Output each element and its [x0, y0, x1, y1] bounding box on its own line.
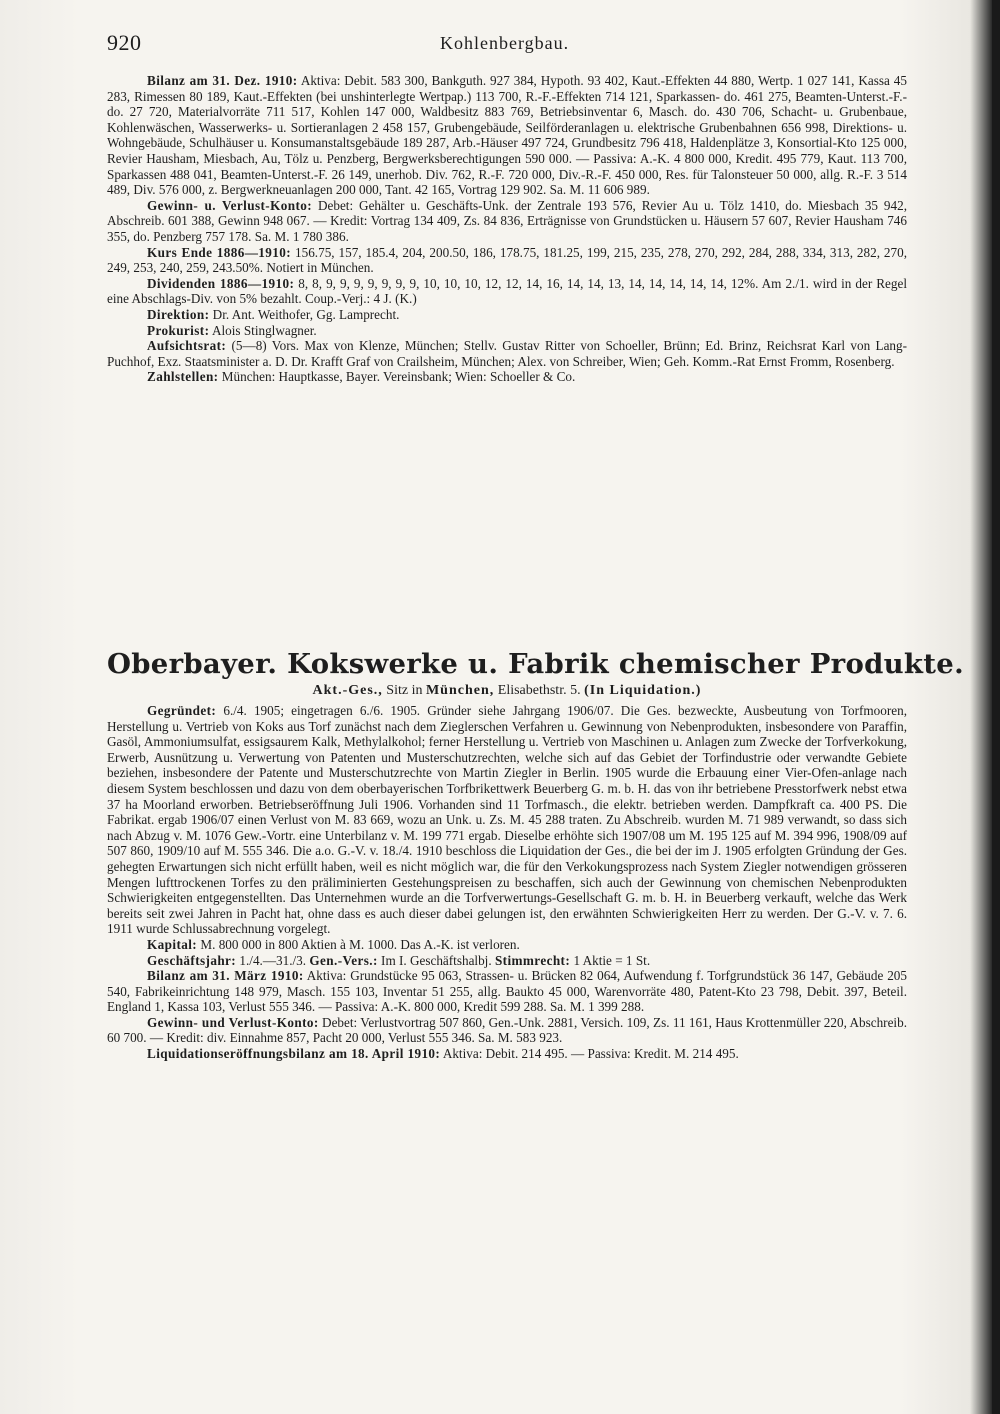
prokurist-label: Prokurist: [147, 322, 210, 338]
bilanz-1910-paragraph [107, 73, 907, 198]
zahlstellen-text: München: Hauptkasse, Bayer. Vereinsbank; Wien: Schoeller & Co. [221, 369, 576, 385]
running-title: Kohlenbergbau. [440, 33, 570, 53]
section-kokswerke-entry [107, 703, 907, 1062]
gegruendet-text: 6./4. 1905; eingetragen 6./6. 1905. Gründer siehe Jahrgang 1906/07. Die Ges. bezweckte, Ausbeutung von Torfmooren, Herstellung u. Vertrieb von Koks aus Torf zunächst nach dem Zieglerschen Verfahren u. Gewinnung von Nebenprodukten, insbesondere von Paraffin, Gasöl, Ammoniumsulfat, essigsaurem Kalk, Methylalkohol; ferner Herstellung u. Vertrieb von Maschinen u. Anlagen zum Zwecke der Torfverkokung, Erwerb, Ausnützung u. Verwertung von Patenten und Musterschutzrechten, welche sich auf das Gebiet der Torfindustrie oder verwandte Gebiete beziehen, insbesondere der Patente und Musterschutzrechte von Martin Ziegler in Berlin. 1905 wurde die Erbauung einer Vier-Ofen-anlage nach diesem System beschlossen und dazu von dem oberbayerischen Torfbrikettwerk Beuerberg G. m. b. H. das von ihr betriebene Presstorfwerk nebst etwa 37 ha Moorland erworben. Betriebseröffnung Juli 1906. Vorhanden sind 11 Torfmasch., die elektr. betrieben werden. Dampfkraft ca. 400 PS. Die Fabrikat. ergab 1906/07 einen Verlust von M. 83 669, wozu an Unk. u. Zs. M. 45 288 traten. Zu Abschreib. wurden M. 71 989 verwandt, so dass sich nach Abzug v. M. 1076 Gew.-Vortr. eine Unterbilanz v. M. 199 771 ergab. Dieselbe erhöhte sich 1907/08 um M. 195 125 auf M. 394 996, 1908/09 auf 507 860, 1909/10 auf M. 555 346. Die a.o. G.-V. v. 18./4. 1910 beschloss die Liquidation der Ges., die bei der im J. 1905 erfolgten Gründung der Ges. gehegten Erwartungen sich nicht erfüllt haben, weil es nicht möglich war, die für den Verkokungsprozess nach System Ziegler notwendigen grösseren Mengen lufttrockenen Torfes zu den präliminierten Gestehungspreisen zu beschaffen, sich auch der Gewinnung von chemischen Nebenprodukten Schwierigkeiten entgegenstellten. Das Unternehmen wurde an die Torfverwertungs-Gesellschaft G. m. b. H. in Beuerberg verkauft, welche das Werk bereits seit zwei Jahren in Pacht hat, ohne dass es auch dieser dabei gelungen ist, den erwähnten Schwierigkeiten Herr zu werden. Der G.-V. v. 7. 6. 1911 wurde Schlussabrechnung vorgelegt. [107, 703, 907, 937]
dividenden-label: Dividenden 1886—1910: [147, 275, 295, 291]
gen-vers-label: Gen.-Vers.: [309, 952, 378, 968]
company-subheading [107, 683, 907, 699]
gewinn-verlust-2-label: Gewinn- und Verlust-Konto: [147, 1014, 319, 1030]
aufsichtsrat-paragraph [107, 338, 907, 369]
kapital-paragraph [107, 937, 907, 953]
direktion-text: Dr. Ant. Weithofer, Gg. Lamprecht. [212, 306, 400, 322]
kurs-text: 156.75, 157, 185.4, 204, 200.50, 186, 178.75, 181.25, 199, 215, 235, 278, 270, 292, 284, 288, 334, 313, 282, 270, 249, 253, 240, 259, 243.50%. Notiert in München. [107, 244, 908, 276]
liquidationsbilanz-paragraph [107, 1046, 907, 1062]
stimmrecht-text: 1 Aktie = 1 St. [573, 952, 651, 968]
gewinn-verlust-paragraph [107, 198, 907, 245]
liquidationsbilanz-label: Liquidationseröffnungsbilanz am 18. April 1910: [147, 1046, 441, 1062]
liquidationsbilanz-text: Aktiva: Debit. 214 495. — Passiva: Kredit. M. 214 495. [442, 1046, 739, 1062]
geschaeftsjahr-text: 1./4.—31./3. [239, 952, 307, 968]
kapital-label: Kapital: [147, 936, 198, 952]
gewinn-verlust-2-paragraph [107, 1015, 907, 1046]
subheading-city: München, [425, 683, 495, 698]
kurs-paragraph [107, 245, 907, 276]
geschaeftsjahr-label: Geschäftsjahr: [147, 952, 237, 968]
direktion-paragraph [107, 307, 907, 323]
direktion-label: Direktion: [147, 306, 210, 322]
company-heading: Oberbayer. Kokswerke u. Fabrik chemischer Produkte. [107, 648, 964, 680]
zahlstellen-label: Zahlstellen: [147, 369, 219, 385]
subheading-sitz: Sitz in [386, 683, 423, 698]
page-number: 920 [107, 30, 142, 55]
bilanz-1910-maerz-paragraph [107, 968, 907, 1015]
dividenden-paragraph [107, 276, 907, 307]
aufsichtsrat-label: Aufsichtsrat: [147, 338, 227, 354]
subheading-liquidation: (In Liquidation.) [584, 683, 702, 698]
gewinn-verlust-text: Debet: Gehälter u. Geschäfts-Unk. der Zentrale 193 576, Revier Au u. Tölz 1410, do. Miesbach 35 942, Abschreib. 601 388, Gewinn 948 067. — Kredit: Vortrag 134 409, Zs. 84 836, Erträgnisse von Grundstücken u. Häusern 57 607, Revier Hausham 746 355, do. Penzberg 757 178. Sa. M. 1 780 386. [107, 197, 908, 244]
kapital-text: M. 800 000 in 800 Aktien à M. 1000. Das A.-K. ist verloren. [200, 936, 520, 952]
bilanz-maerz-text: Aktiva: Grundstücke 95 063, Strassen- u. Brücken 82 064, Aufwendung f. Torfgrundstück 36 147, Gebäude 205 540, Fabrikeinrichtung 148 979, Masch. 155 103, Inventar 51 255, allg. Baukto 45 000, Warenvorräte 480, Patent-Kto 23 798, Debit. 397, Beteil. England 1, Kassa 103, Verlust 555 346. — Passiva: A.-K. 800 000, Kredit 599 288. Sa. M. 1 399 288. [107, 968, 907, 1015]
bilanz-text: Aktiva: Debit. 583 300, Bankguth. 927 384, Hypoth. 93 402, Kaut.-Effekten 44 880, Wertp. 1 027 141, Kassa 45 283, Rimessen 80 189, Kaut.-Effekten (bei unshinterlegte Wertpap.) 113 700, R.-F.-Effekten 714 121, Sparkassen- do. 461 275, Beamten-Unterst.-F.- do. 27 720, Materialvorräte 711 517, Kohlen 147 000, Waldbesitz 883 769, Betriebsinventar 6, Masch. do. 430 706, Schacht- u. Grubenbaue, Kohlenwäschen, Wasserwerks- u. Sortieranlagen 2 458 157, Grubengebäude, Seilförderanlagen u. elektrische Grubenbahnen 656 998, Direktions- u. Wohngebäude, Schulhäuser u. Konsumanstaltsgebäude 189 287, Arb.-Häuser 497 724, Grundbesitz 796 418, Haldenplätze 3, Konsortial-Kto 125 000, Revier Hausham, Miesbach, Au, Tölz u. Penzberg, Bergwerksberechtigungen 590 000. — Passiva: A.-K. 4 800 000, Kredit. 495 779, Kaut. 113 700, Sparkassen 488 041, Beamten-Unterst.-F. 26 149, unerhob. Div. 762, R.-F. 720 000, Div.-R.-F. 450 000, Res. für Talonsteuer 50 000, allg. R.-F. 3 514 489, Div. 576 000, z. Bergwerkneuanlagen 200 000, Tant. 42 165, Vortrag 129 902. Sa. M. 11 606 989. [107, 73, 907, 198]
prokurist-paragraph [107, 323, 907, 339]
geschaeftsjahr-paragraph [107, 953, 907, 969]
stimmrecht-label: Stimmrecht: [494, 952, 571, 968]
gen-vers-text: Im I. Geschäftshalbj. [381, 952, 492, 968]
zahlstellen-paragraph [107, 369, 907, 385]
bilanz-label: Bilanz am 31. Dez. 1910: [147, 73, 298, 88]
aufsichtsrat-text: (5—8) Vors. Max von Klenze, München; Stellv. Gustav Ritter von Schoeller, Brünn; Ed. Brinz, Reichsrat Karl von Lang-Puchhof, Exz. Staatsminister a. D. Dr. Krafft Graf von Crailsheim, München; Alex. von Schreiber, Wien; Geh. Komm.-Rat Ernst Fromm, Rosenberg. [107, 338, 908, 369]
bilanz-maerz-label: Bilanz am 31. März 1910: [147, 968, 304, 984]
gewinn-verlust-label: Gewinn- u. Verlust-Konto: [147, 197, 313, 213]
dividenden-text: 8, 8, 9, 9, 9, 9, 9, 9, 9, 10, 10, 10, 12, 12, 14, 16, 14, 14, 13, 14, 14, 14, 14, 14, 12%. Am 2./1. wird in der Regel eine Abschlags-Div. von 5% bezahlt. Coup.-Verj.: 4 J. (K.) [107, 275, 907, 307]
gewinn-verlust-2-text: Debet: Verlustvortrag 507 860, Gen.-Unk. 2881, Versich. 109, Zs. 11 161, Haus Krottenmüller 220, Abschreib. 60 700. — Kredit: div. Einnahme 857, Pacht 20 000, Verlust 555 346. Sa. M. 583 923. [107, 1014, 907, 1046]
subheading-akt-ges: Akt.-Ges., [312, 683, 383, 698]
section-kohlenbergbau-entry [107, 73, 907, 385]
subheading-address: Elisabethstr. 5. [497, 683, 581, 698]
gegruendet-label: Gegründet: [147, 703, 217, 718]
prokurist-text: Alois Stinglwagner. [211, 322, 317, 338]
kurs-label: Kurs Ende 1886—1910: [147, 244, 292, 260]
page-edge-shadow [992, 0, 1000, 1414]
gegruendet-paragraph [107, 703, 907, 937]
